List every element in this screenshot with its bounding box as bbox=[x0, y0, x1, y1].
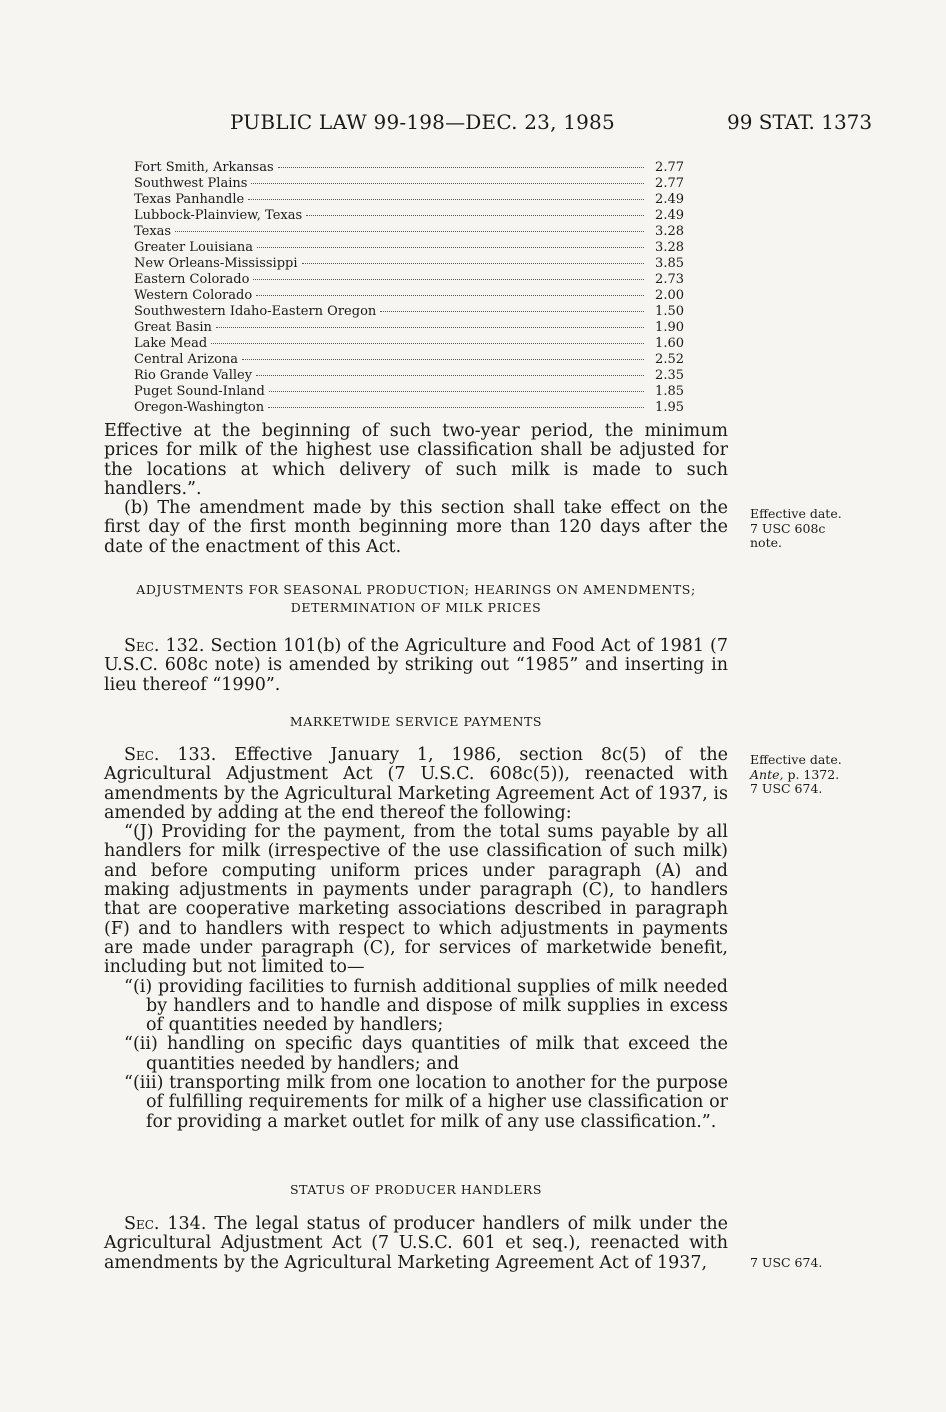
dot-leader bbox=[380, 311, 644, 312]
table-row-location: Lake Mead bbox=[134, 336, 208, 351]
table-row-location: Rio Grande Valley bbox=[134, 368, 253, 383]
body-block-1 bbox=[104, 422, 728, 557]
margin-note-2-ante: Ante, bbox=[750, 766, 784, 782]
section-133 bbox=[104, 746, 728, 1132]
page-header-stat: 99 STAT. 1373 bbox=[727, 110, 873, 134]
section-134 bbox=[104, 1215, 728, 1273]
table-row-price: 2.73 bbox=[655, 272, 684, 287]
table-row-price: 1.90 bbox=[655, 320, 684, 335]
section-134-text: The legal status of producer handlers of milk under the Agricultural Adjustment Act (7 U.S.C. 601 et seq.), reenacted with amendments by the Agricultural Marketing Agreement Act of 1937, bbox=[104, 1214, 728, 1273]
margin-note-1-line-3: note. bbox=[750, 535, 782, 550]
margin-note-2-line-3: 7 USC 674. bbox=[750, 781, 823, 796]
section-133-label: Sec. 133. bbox=[124, 745, 217, 765]
table-row-location: Fort Smith, Arkansas bbox=[134, 160, 274, 175]
table-row-price: 2.77 bbox=[655, 176, 684, 191]
table-row bbox=[134, 240, 684, 256]
table-row-price: 1.85 bbox=[655, 384, 684, 399]
margin-note-usc-674: 7 USC 674. bbox=[750, 1255, 823, 1270]
margin-note-effective-date-1 bbox=[750, 507, 900, 551]
table-row-price: 2.00 bbox=[655, 288, 684, 303]
table-row-location: Texas Panhandle bbox=[134, 192, 245, 207]
table-row-location: Lubbock-Plainview, Texas bbox=[134, 208, 303, 223]
paragraph-effective: Effective at the beginning of such two-year period, the minimum prices for milk of the highest use classification shall be adjusted for the locations at which delivery of such milk is made to such handlers.”. bbox=[104, 421, 728, 499]
dot-leader bbox=[211, 343, 644, 344]
table-row-price: 3.28 bbox=[655, 240, 684, 255]
table-row bbox=[134, 224, 684, 240]
table-row-location: Puget Sound-Inland bbox=[134, 384, 265, 399]
table-row-location: Central Arizona bbox=[134, 352, 239, 367]
table-row bbox=[134, 192, 684, 208]
section-134-label: Sec. 134. bbox=[124, 1214, 207, 1234]
dot-leader bbox=[268, 407, 644, 408]
dot-leader bbox=[253, 279, 644, 280]
dot-leader bbox=[175, 231, 644, 232]
section-heading-marketwide: MARKETWIDE SERVICE PAYMENTS bbox=[289, 714, 543, 729]
dot-leader bbox=[256, 295, 644, 296]
table-row-location: Southwest Plains bbox=[134, 176, 248, 191]
table-row-location: Southwestern Idaho-Eastern Oregon bbox=[134, 304, 377, 319]
table-row-location: Greater Louisiana bbox=[134, 240, 253, 255]
table-row-price: 2.35 bbox=[655, 368, 684, 383]
price-table bbox=[134, 160, 684, 416]
table-row bbox=[134, 384, 684, 400]
table-row-location: Oregon-Washington bbox=[134, 400, 265, 415]
table-row bbox=[134, 272, 684, 288]
table-row-location: New Orleans-Mississippi bbox=[134, 256, 298, 271]
table-row-location: Eastern Colorado bbox=[134, 272, 250, 287]
page-header-title: PUBLIC LAW 99-198—DEC. 23, 1985 bbox=[230, 110, 615, 134]
table-row bbox=[134, 208, 684, 224]
margin-note-1-line-1: Effective date. bbox=[750, 506, 842, 521]
table-row bbox=[134, 368, 684, 384]
margin-note-effective-date-2 bbox=[750, 753, 900, 797]
dot-leader bbox=[248, 199, 644, 200]
section-heading-adjustments: ADJUSTMENTS FOR SEASONAL PRODUCTION; HEARINGS ON AMENDMENTS; DETERMINATION OF MILK PRICES bbox=[136, 582, 696, 615]
table-row-location: Western Colorado bbox=[134, 288, 253, 303]
dot-leader bbox=[278, 167, 644, 168]
table-row-price: 1.60 bbox=[655, 336, 684, 351]
table-row-price: 2.52 bbox=[655, 352, 684, 367]
clause-ii: “(ii) handling on specific days quantities of milk that exceed the quantities needed by handlers; and bbox=[124, 1034, 728, 1074]
table-row bbox=[134, 304, 684, 320]
margin-note-2-page: p. 1372. bbox=[783, 766, 840, 782]
clause-i: “(i) providing facilities to furnish additional supplies of milk needed by handlers and to handle and dispose of milk supplies in excess of quantities needed by handlers; bbox=[124, 976, 728, 1036]
dot-leader bbox=[269, 391, 644, 392]
table-row bbox=[134, 176, 684, 192]
table-row bbox=[134, 160, 684, 176]
section-heading-producer-handlers: STATUS OF PRODUCER HANDLERS bbox=[289, 1182, 543, 1197]
section-133-text: Effective January 1, 1986, section 8c(5) of the Agricultural Adjustment Act (7 U.S.C. 608c(5)), reenacted with amendments by the Agricultural Marketing Agreement Act of 1937, is amended by adding at the end thereof the following: bbox=[104, 745, 728, 823]
table-row-price: 3.85 bbox=[655, 256, 684, 271]
table-row-price: 1.95 bbox=[655, 400, 684, 415]
table-row-location: Great Basin bbox=[134, 320, 212, 335]
dot-leader bbox=[216, 327, 644, 328]
dot-leader bbox=[306, 215, 644, 216]
table-row-price: 2.49 bbox=[655, 192, 684, 207]
paragraph-b: (b) The amendment made by this section shall take effect on the first day of the first month beginning more than 120 days after the date of the enactment of this Act. bbox=[104, 498, 728, 557]
table-row bbox=[134, 336, 684, 352]
dot-leader bbox=[256, 375, 644, 376]
section-132-text: Section 101(b) of the Agriculture and Food Act of 1981 (7 U.S.C. 608c note) is amended by striking out “1985” and inserting in lieu thereof “1990”. bbox=[104, 636, 728, 695]
table-row bbox=[134, 400, 684, 416]
clause-iii: “(iii) transporting milk from one location to another for the purpose of fulfilling requirements for milk of a higher use classification or for providing a market outlet for milk of any use classification.”. bbox=[124, 1073, 728, 1132]
dot-leader bbox=[302, 263, 644, 264]
table-row bbox=[134, 320, 684, 336]
table-row-price: 2.49 bbox=[655, 208, 684, 223]
table-row bbox=[134, 256, 684, 272]
table-row-location: Texas bbox=[134, 224, 172, 239]
table-row-price: 3.28 bbox=[655, 224, 684, 239]
table-row bbox=[134, 288, 684, 304]
table-row-price: 2.77 bbox=[655, 160, 684, 175]
table-row-price: 1.50 bbox=[655, 304, 684, 319]
margin-note-1-line-2: 7 USC 608c bbox=[750, 520, 826, 536]
section-132 bbox=[104, 637, 728, 695]
dot-leader bbox=[242, 359, 644, 360]
margin-note-2-line-1: Effective date. bbox=[750, 752, 842, 767]
section-132-label: Sec. 132. bbox=[124, 636, 205, 656]
dot-leader bbox=[251, 183, 644, 184]
table-row bbox=[134, 352, 684, 368]
paragraph-j: “(J) Providing for the payment, from the total sums payable by all handlers for milk (irrespective of the use classification of such milk) and before computing uniform prices under paragraph (A) and making adjustments in payments under paragraph (C), to handlers that are cooperative marketing associations described in paragraph (F) and to handlers with respect to which adjustments in payments are made under paragraph (C), for services of marketwide benefit, including but not limited to— bbox=[104, 822, 728, 978]
dot-leader bbox=[257, 247, 644, 248]
